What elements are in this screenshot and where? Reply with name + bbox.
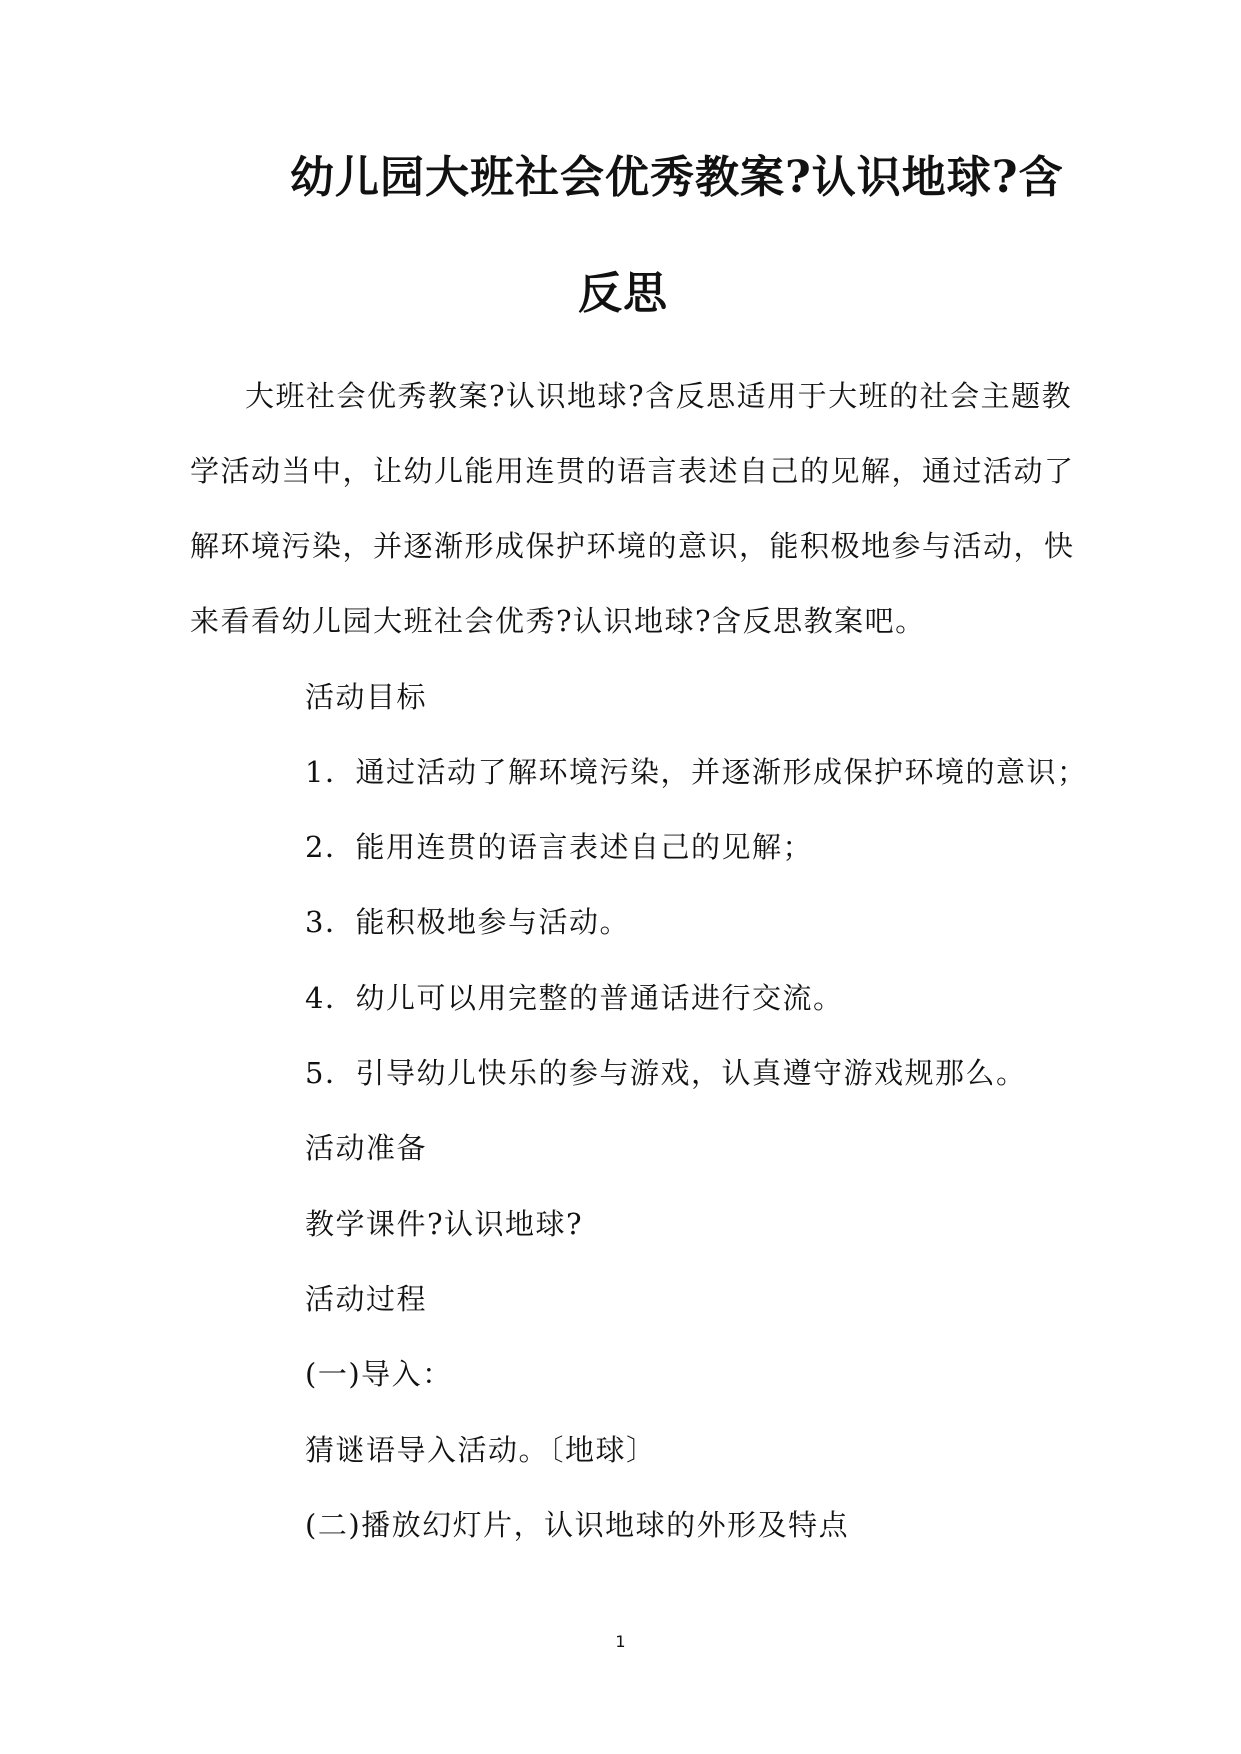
intro-line-1: 大班社会优秀教案?认识地球?含反思适用于大班的社会主题教 xyxy=(245,379,1073,413)
process-step-2-heading: (二)播放幻灯片，认识地球的外形及特点 xyxy=(305,1508,850,1542)
intro-line-4: 来看看幼儿园大班社会优秀?认识地球?含反思教案吧。 xyxy=(190,604,926,638)
goal-item-5: 5．引导幼儿快乐的参与游戏，认真遵守游戏规那么。 xyxy=(305,1056,1027,1090)
goal-item-3: 3．能积极地参与活动。 xyxy=(305,905,630,939)
section-heading-goals: 活动目标 xyxy=(305,680,428,714)
document-title-line-1: 幼儿园大班社会优秀教案?认识地球?含 xyxy=(290,152,1064,203)
goal-item-4: 4．幼儿可以用完整的普通话进行交流。 xyxy=(305,981,844,1015)
document-title-line-2: 反思 xyxy=(578,268,668,319)
preparation-item: 教学课件?认识地球? xyxy=(305,1207,584,1241)
process-step-1-text: 猜谜语导入活动。〔地球〕 xyxy=(305,1433,657,1467)
intro-line-2: 学活动当中，让幼儿能用连贯的语言表述自己的见解，通过活动了 xyxy=(190,454,1075,488)
goal-item-1: 1．通过活动了解环境污染，并逐渐形成保护环境的意识； xyxy=(305,755,1088,789)
process-step-1-heading: (一)导入： xyxy=(305,1357,453,1391)
intro-line-3: 解环境污染，并逐渐形成保护环境的意识，能积极地参与活动，快 xyxy=(190,529,1075,563)
section-heading-process: 活动过程 xyxy=(305,1282,428,1316)
goal-item-2: 2．能用连贯的语言表述自己的见解； xyxy=(305,830,813,864)
page-number: 1 xyxy=(615,1632,626,1651)
section-heading-preparation: 活动准备 xyxy=(305,1131,428,1165)
